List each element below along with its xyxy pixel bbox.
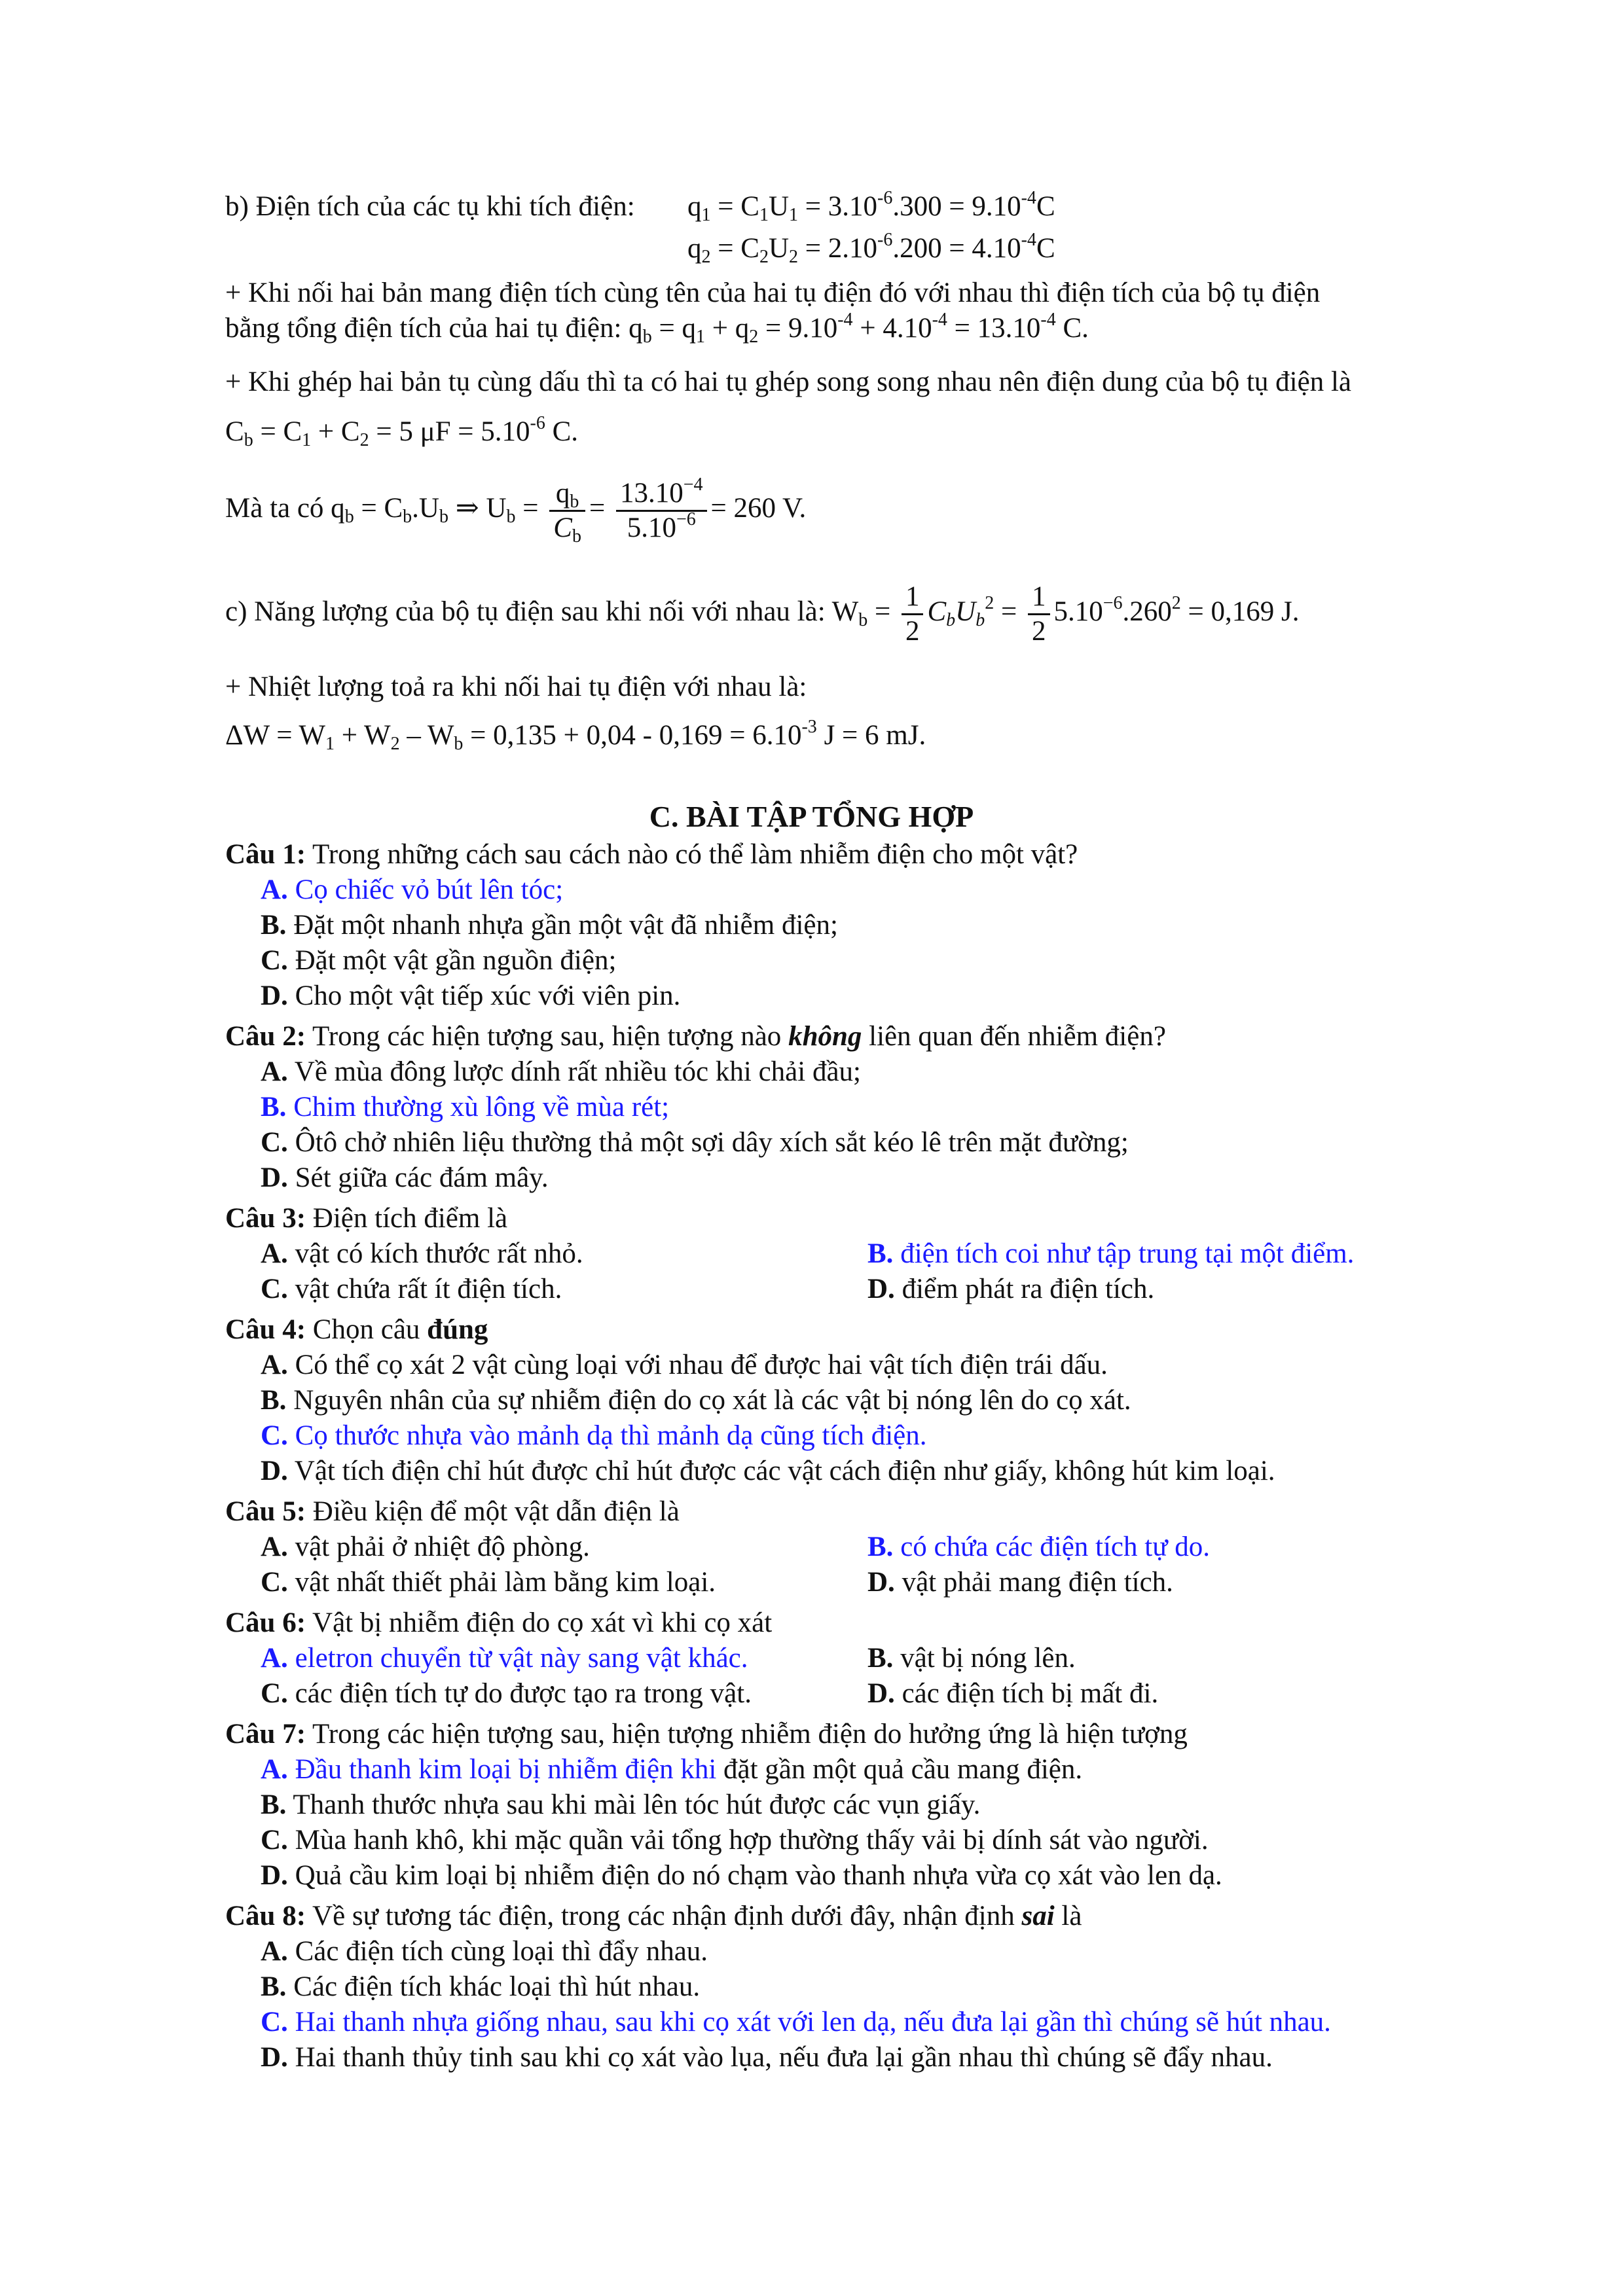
question-2-option-a: A. Về mùa đông lược dính rất nhiều tóc khi chải đầu;	[261, 1056, 861, 1087]
question-2-stem: Câu 2: Trong các hiện tượng sau, hiện tượng nào không liên quan đến nhiễm điện?	[225, 1021, 1166, 1052]
solution-ub-formula: Mà ta có $q_b = C_b.U_b$ ⇒ $U_b$ = $\frac{q_b}{C_b}$ = $\frac{13.10^{-4}}{5.10^{-6}}$ = 260 V.	[225, 474, 807, 547]
question-3-stem: Câu 3: Điện tích điểm là	[225, 1203, 508, 1234]
fraction-qb-cb: $\frac{q_b}{C_b}$	[549, 477, 585, 545]
question-7-stem: Câu 7: Trong các hiện tượng sau, hiện tượng nhiễm điện do hưởng ứng là hiện tượng	[225, 1719, 1188, 1749]
question-1-option-b: B. Đặt một nhanh nhựa gần một vật đã nhiễm điện;	[261, 910, 838, 941]
question-4-option-c: C. Cọ thước nhựa vào mảnh dạ thì mảnh dạ cũng tích điện.	[261, 1420, 927, 1451]
question-8-option-c: C. Hai thanh nhựa giống nhau, sau khi cọ xát với len dạ, nếu đưa lại gần thì chúng sẽ hút nhau.	[261, 2007, 1331, 2037]
question-6-option-a: A. eletron chuyển từ vật này sang vật khác.	[261, 1643, 748, 1674]
solution-b-line1: b) Điện tích của các tụ khi tích điện:	[225, 191, 635, 222]
solution-delta-w: $\Delta W = W_1 + W_2 - W_b = 0,135 + 0,04 - 0,169 = 6.10^{-3}$ J = 6 mJ.	[225, 717, 926, 754]
question-1-option-a: A. Cọ chiếc vỏ bút lên tóc;	[261, 874, 564, 905]
solution-c-energy: c) Năng lượng của bộ tụ điện sau khi nối với nhau là: $W_b$ = $\frac{1}{2}$ $C_bU_b^2$ = $\frac{1}{2}$ $5.10^{-6}.260^2 = 0,169$ J.	[225, 581, 1300, 647]
question-6-option-c: C. các điện tích tự do được tạo ra trong vật.	[261, 1678, 752, 1709]
question-8-option-d: D. Hai thanh thủy tinh sau khi cọ xát vào lụa, nếu đưa lại gần nhau thì chúng sẽ đẩy nhau.	[261, 2042, 1273, 2073]
solution-plus2-line1: + Khi ghép hai bản tụ cùng dấu thì ta có hai tụ ghép song song nhau nên điện dung của bộ tụ điện là	[225, 367, 1351, 397]
fraction-half-2: $\frac{1}{2}$	[1028, 581, 1050, 648]
question-7-option-d: D. Quả cầu kim loại bị nhiễm điện do nó chạm vào thanh nhựa vừa cọ xát vào len dạ.	[261, 1860, 1222, 1891]
question-6-option-d: D. các điện tích bị mất đi.	[867, 1678, 1159, 1709]
question-1-option-c: C. Đặt một vật gần nguồn điện;	[261, 945, 617, 976]
question-1-stem: Câu 1: Trong những cách sau cách nào có thể làm nhiễm điện cho một vật?	[225, 839, 1078, 870]
solution-heat-line: + Nhiệt lượng toả ra khi nối hai tụ điện với nhau là:	[225, 672, 807, 702]
solution-b-q2: $q_2 = C_2U_2 = 2.10^{-6}.200 = 4.10^{-4}C$	[687, 230, 1055, 267]
question-5-option-d: D. vật phải mang điện tích.	[867, 1567, 1173, 1598]
solution-plus2-line2: $C_b = C_1 + C_2 = 5$ $\mu F = 5.10^{-6}$ C.	[225, 413, 579, 450]
question-6-option-b: B. vật bị nóng lên.	[867, 1643, 1076, 1674]
question-4-stem: Câu 4: Chọn câu đúng	[225, 1314, 488, 1345]
question-4-option-b: B. Nguyên nhân của sự nhiễm điện do cọ xát là các vật bị nóng lên do cọ xát.	[261, 1385, 1131, 1416]
solution-plus1-line1: + Khi nối hai bản mang điện tích cùng tên của hai tụ điện đó với nhau thì điện tích của bộ tụ điện	[225, 278, 1321, 308]
solution-b-q1: $q_1 = C_1U_1 = 3.10^{-6}.300 = 9.10^{-4}C$	[687, 188, 1055, 225]
question-3-option-d: D. điểm phát ra điện tích.	[867, 1274, 1155, 1304]
question-2-option-d: D. Sét giữa các đám mây.	[261, 1162, 549, 1193]
solution-plus1-line2: bằng tổng điện tích của hai tụ điện: $q_b = q_1 + q_2 = 9.10^{-4} + 4.10^{-4} = 13.10^{-4}$ C.	[225, 310, 1089, 347]
question-5-option-c: C. vật nhất thiết phải làm bằng kim loại.	[261, 1567, 716, 1598]
question-3-option-c: C. vật chứa rất ít điện tích.	[261, 1274, 562, 1304]
question-7-option-c: C. Mùa hanh khô, khi mặc quần vải tổng hợp thường thấy vải bị dính sát vào người.	[261, 1825, 1209, 1856]
question-7-option-a: A. Đầu thanh kim loại bị nhiễm điện khi đặt gần một quả cầu mang điện.	[261, 1754, 1083, 1785]
question-8-stem: Câu 8: Về sự tương tác điện, trong các nhận định dưới đây, nhận định sai là	[225, 1901, 1082, 1931]
question-6-stem: Câu 6: Vật bị nhiễm điện do cọ xát vì khi cọ xát	[225, 1607, 773, 1638]
question-4-option-a: A. Có thể cọ xát 2 vật cùng loại với nhau để được hai vật tích điện trái dấu.	[261, 1350, 1108, 1380]
question-5-option-a: A. vật phải ở nhiệt độ phòng.	[261, 1532, 590, 1562]
question-2-option-c: C. Ôtô chở nhiên liệu thường thả một sợi dây xích sắt kéo lê trên mặt đường;	[261, 1127, 1129, 1158]
section-heading: C. BÀI TẬP TỔNG HỢP	[649, 800, 974, 833]
question-1-option-d: D. Cho một vật tiếp xúc với viên pin.	[261, 980, 681, 1011]
question-3-option-b: B. điện tích coi như tập trung tại một điểm.	[867, 1238, 1355, 1269]
question-5-option-b: B. có chứa các điện tích tự do.	[867, 1532, 1211, 1562]
question-2-option-b: B. Chim thường xù lông về mùa rét;	[261, 1092, 670, 1122]
question-4-option-d: D. Vật tích điện chỉ hút được chỉ hút được các vật cách điện như giấy, không hút kim loại.	[261, 1456, 1275, 1486]
question-3-option-a: A. vật có kích thước rất nhỏ.	[261, 1238, 583, 1269]
question-7-option-b: B. Thanh thước nhựa sau khi mài lên tóc hút được các vụn giấy.	[261, 1789, 981, 1820]
fraction-numeric: $\frac{13.10^{-4}}{5.10^{-6}}$	[616, 477, 707, 545]
question-5-stem: Câu 5: Điều kiện để một vật dẫn điện là	[225, 1496, 680, 1527]
fraction-half: $\frac{1}{2}$	[902, 581, 924, 648]
question-8-option-a: A. Các điện tích cùng loại thì đẩy nhau.	[261, 1936, 708, 1967]
question-8-option-b: B. Các điện tích khác loại thì hút nhau.	[261, 1971, 701, 2002]
